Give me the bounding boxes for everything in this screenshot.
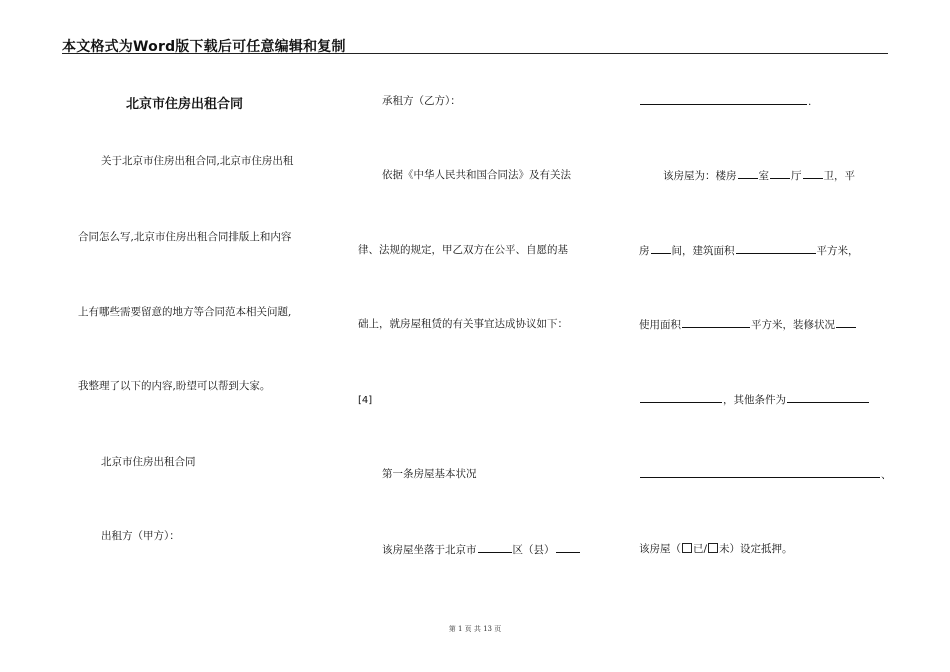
usable-text-b: 平方米，装修状况 [751, 319, 835, 331]
location-text-b: 区（县） [512, 544, 555, 556]
area-text-c: 平方米， [816, 245, 859, 257]
mortgage-text-a: 该房屋（ [639, 543, 681, 555]
trailing-comma: 、 [881, 469, 892, 481]
rooms-blank[interactable] [738, 169, 758, 179]
lessor-label: 出租方（甲方）： [101, 530, 180, 542]
contract-subtitle: 北京市住房出租合同 [101, 456, 196, 468]
bungalow-rooms-blank[interactable] [651, 244, 671, 254]
building-area-blank[interactable] [736, 244, 816, 254]
district-blank[interactable] [478, 543, 512, 553]
not-mortgaged-checkbox[interactable] [708, 543, 718, 553]
county-blank[interactable] [556, 543, 580, 553]
usable-area-blank[interactable] [682, 318, 750, 328]
house-type-line [663, 169, 855, 182]
other-conditions-blank[interactable] [787, 393, 869, 403]
other-conditions-line [639, 393, 870, 406]
conditions-continuation-line [639, 468, 892, 481]
basis-line-3: 础上，就房屋租赁的有关事宜达成协议如下： [358, 318, 568, 330]
house-type-text-b: 室 [758, 170, 769, 182]
mortgaged-checkbox[interactable] [682, 543, 692, 553]
page-number: 第 1 页 共 13 页 [448, 625, 502, 633]
location-line [382, 543, 581, 556]
mortgage-text-b: 已/ [693, 543, 708, 555]
other-text-a: ，其他条件为 [723, 394, 786, 406]
halls-blank[interactable] [770, 169, 790, 179]
header-divider [62, 53, 888, 54]
usable-text-a: 使用面积 [639, 319, 681, 331]
document-title: 北京市住房出租合同 [126, 97, 244, 112]
basis-line-1: 依据《中华人民共和国合同法》及有关法 [382, 169, 571, 181]
area-line [639, 244, 859, 257]
house-type-text-c: 厅 [791, 170, 802, 182]
house-type-text-a: 该房屋为：楼房 [663, 170, 737, 182]
reference-marker: [4] [358, 395, 373, 406]
conditions-continuation-blank[interactable] [640, 468, 880, 478]
house-type-text-d: 卫，平 [823, 170, 855, 182]
area-text-b: 间，建筑面积 [671, 245, 735, 257]
mortgage-line [639, 543, 793, 555]
lessee-name-blank[interactable] [640, 95, 807, 105]
document-header-banner: 本文格式为Word版下载后可任意编辑和复制 [62, 39, 346, 55]
basis-line-2: 律、法规的规定，甲乙双方在公平、自愿的基 [358, 244, 568, 256]
baths-blank[interactable] [803, 169, 823, 179]
intro-line-2: 合同怎么写,北京市住房出租合同排版上和内容 [78, 231, 292, 243]
usable-area-line [639, 318, 857, 331]
mortgage-text-c: 未）设定抵押。 [719, 543, 793, 555]
decoration-detail-blank[interactable] [640, 393, 722, 403]
intro-line-3: 上有哪些需要留意的地方等合同范本相关问题, [78, 306, 292, 318]
intro-line-4: 我整理了以下的内容,盼望可以帮到大家。 [78, 380, 271, 392]
lessee-name-line [639, 95, 811, 108]
trailing-dot: . [808, 96, 812, 108]
location-text-a: 该房屋坐落于北京市 [382, 544, 477, 556]
area-text-a: 房 [639, 245, 650, 257]
article-1-heading: 第一条房屋基本状况 [382, 468, 477, 480]
decoration-blank[interactable] [836, 318, 856, 328]
lessee-label: 承租方（乙方）： [382, 95, 461, 107]
intro-line-1: 关于北京市住房出租合同,北京市住房出租 [101, 155, 294, 167]
